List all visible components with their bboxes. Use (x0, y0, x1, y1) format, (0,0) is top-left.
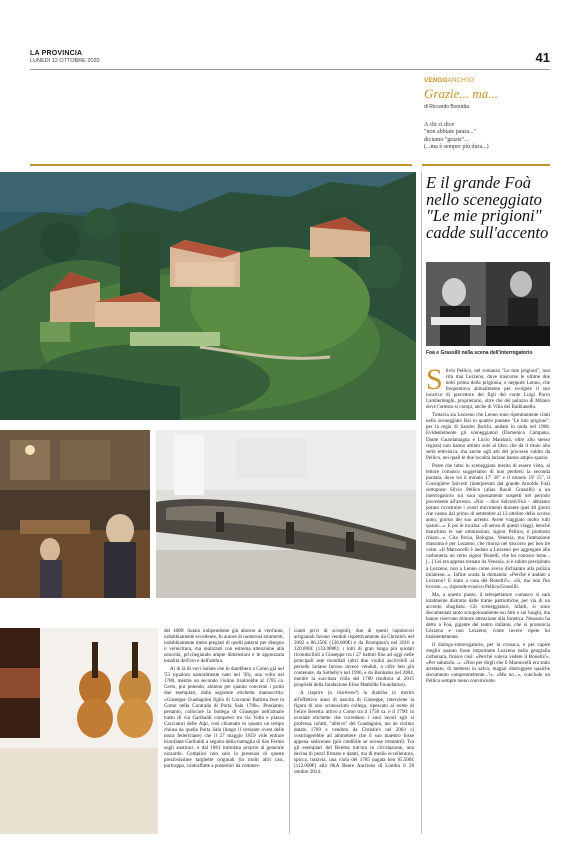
column-rule (421, 172, 422, 834)
kicker-vengo: VENGO (424, 77, 448, 84)
page-number: 41 (535, 50, 550, 65)
article-headline: E il grande Foà nello sceneggiato "Le mie prigioni" cadde sull'accento (426, 173, 549, 242)
paragraph: Ma, a questo punto, il telespettatore comasco si sarà totalmente distratto dalle trame patriottiche, per via di un accento sbagliato. Gli sceneggiatori, infatti, si sono documentati tanto scrupolosamente sui fatti e sui luoghi, ma hanno riservato minore attenzione alla fonetica. Nessuno ha detto a Foà, gigante del teatro italiano, che si pronuncia Lèzzeno e non Lezzèno, come invece ripete lui insistentemente. (426, 591, 550, 641)
violins-photo (0, 628, 158, 834)
column-rule (289, 628, 290, 834)
masthead (30, 50, 100, 64)
column-title: Grazie... ma... (424, 86, 499, 101)
column-kicker (424, 77, 554, 84)
kicker-anchio: ANCH'IO (447, 77, 475, 84)
violin-article-col-2 (294, 628, 414, 834)
poem-line: A chi ci dice (424, 122, 455, 128)
paragraph: Poste che tutto lo sceneggiato merita di essere visto, al lettore comasco suggeriamo di non perdersi la seconda puntata, dove tra il minuto 17' 30" e il minuto 19' 15", il Consigliere Salvotti (interpretato dal grande Arnoldo Foà) sottopone Silvio Pellico (alias Raoul Grassilli) a un interrogatorio sui suoi spostamenti sospetti nel periodo precedente all'arresto. «Noi – dice Salvotti/Foà – abbiamo potuto ricostruire i vostri movimenti durante quei 40 giorni che vanno dal primo di settembre al 13 ottobre dello scorso anno, giorno del suo arresto. Avete viaggiato molto tutti quanti...». E poi le incalza: «Il senso di questi viaggi, benché manchino le sue ammissioni, signor Pellico, è piuttosto chiaro...». Cita Pavia, Bologna, Venezia, ma l'attenzione massima è per Lezzeno, che ritorna nel discorso per ben tre volte. «Il Maroncelli è andato a Lezzeno per aggregare alla carboneria un certo signor Bonelli, che lei conosce bene... [...] Lei era appena tornato da Venezia, si è subito precipitato a Lezzeno, non a Lenno come aveva dichiarato alla polizia milanese...». Infine scatta la domanda: «Perché è andato a Lezzeno? E stato a casa del Bonelli?». «Sì, ma non l'ho trovato...», risponde evasivo Pellico/Grassilli. (426, 462, 550, 590)
column-byline: di Riccardo Borzatta (424, 104, 470, 110)
poem-line: "non abbiate paura..." (424, 129, 477, 136)
poem-line: (...ma è sempre più dura...) (424, 144, 489, 151)
poem-line: diciamo "grazie"... (424, 136, 469, 143)
paragraph-with-dropcap (426, 368, 550, 410)
newspaper-name: LA PROVINCIA (30, 50, 83, 57)
violin-article-col-1 (164, 628, 284, 834)
gold-divider-left (30, 164, 412, 166)
tv-article-body (426, 368, 550, 834)
issue-date: LUNEDÌ 12 OTTOBRE 2020 (30, 58, 100, 64)
dropcap: S (426, 368, 443, 396)
paragraph: Il dialogo-interrogatorio, per la cronaca, e per capire meglio quanto fosse importante Lezzeno nella geografia carbonara, finisce così: «Perché voleva vedere il Bonelli?». «Per salutarlo...». «Non per dirgli che il Maroncelli era stato arrestato, di mettersi in salvo, magari distruggere qualche documento compromettente...?». «Ma no...», conclude un Pellico sempre meno convincente. (426, 642, 550, 685)
top-rule (30, 69, 550, 70)
paragraph: A riaprire (o risolvere?) la diatriba in merito all'effettivo anno di nascita di Giuseppe, interviene la figura di uno sconosciuto collega, ripescato al nome di Felice Beretta: attivo a Como tra il 1758 ca. e il 1790: in svariate etichette che corredano i suoi lavori egli si professa, infatti, "allievo" del Guadagnini, ma un violino datato 1769 e venduto da Christie's nel 2003 ci costringerebbe ad ammettere che il suo maestro fosse appena sedicenne (più credibile se avesse trentatré). Tra gli esemplari del Beretta tutt'ora in circolazione, una decina di pezzi firmato e datati, ma di medio eccellentura, spicca, tuttavia, una viola del 1785 pagata ben 85.500£ (112.000€) alla J&A Beare Auctions di Londra il 28 ottobre 2014. (294, 690, 414, 776)
workshop-photo (0, 430, 150, 598)
column-poem (424, 122, 554, 152)
paragraph: cianti privi di scrupoli), due di questi capolavori artigianali furono venduti rispettivamente da Christie's nel 2002 a 86.250£ (136.000€) e da Brompton's nel 2016 a 120.000£ (133.000€): i lotti di gran lunga più quotati riconducibili a Giuseppe tra i 27 battuti fino ad oggi nelle principali aste mondiali (altri due violini ascrivibili al periodo lariano furono invece venduti, a cifre ben più contenute, da Sotheby's nel 1996, e da Bonhams nel 2004, mentre la succitata viola del 1780 risultava al 2015 proprietà della fondazione Elise Mathilde Foundation). (294, 628, 414, 689)
tv-scene-photo (426, 262, 550, 346)
gold-divider-right (422, 164, 550, 166)
column-box (424, 77, 554, 152)
paragraph: del 1808: liutaio indipendente già attorno ai vent'anni, indubbiamente eccellente, fu autore di numerosi strumenti, indubbiamente meno pregiati di quelli paterni per disegno o vernicitura, ma realizzati con estrema attenzione alla sonorità, privilegiando ampie dimensioni e le apprezzata tonalità dell'oro e dell'ambra. (164, 628, 284, 665)
paragraph: Tuttavia sia Lezzeno che Lenno sono ripetutamente citati nello sceneggiato Rai in quattro puntate "Le mie prigioni", per la regia di Sandro Bolchi, andato in onda nel 1968. Evidentemente gli sceneggiatori (Domenico Campana, Dante Guardamagna e Lucio Mandarà, oltre allo stesso regista) non hanno attinto solo al libro che dà il titolo alla serie televisiva, ma anche agli atti del processo subìto da Pellico, nei quali le due località lariane hanno ampio spazio. (426, 412, 550, 461)
paragraph-lead: ilvio Pellico, nel romanzo "Le mie prigioni", non cita mai Lezzeno, dove trascorse le ultime due notti prima della prigionia, e neppure Lenno, che frequentava abitualmente per svolgere il suo incarico di precettore dei figli del conte Luigi Porro Lambertenghi, proprietario, oltre che del palazzo di Milano dove l'arresto si compì, anche di Villa del Balbianello. (426, 368, 550, 411)
historic-boat-photo (156, 430, 416, 598)
villa-aerial-photo (0, 172, 416, 420)
paragraph: Al di là di voci isolate che lo darebbero a Como già nel '53 (qualora naturalmente nato nel '36), una volta nel 1780, mentre un secondo violino risalirebbe al 1785 ca. Certo, pur potendo, almeno per quanto concerne i primi due esemplari, dalla seguente etichetta manoscritta: «Giuseppe Guadagnini figlio di Giovanni Battista fece in Como nella Contrada di Porta Sala 1780». Possiamo, pertanto, collocare la bottega di Giuseppe nell'attuale tratto di via Garibaldi compreso tra via Volta e piazza Cacciatori delle Alpi, cosi chiamato in quanto un tempo chiusa da quella Porta Sala (lungo il versante ovest delle mura federiciane) che il 27 maggio 1859 vide entrare trionfante Garibaldi a seguito della battaglia di San Fermo sugli austriaci, e dal 1861 intitolata proprio al generale nizzardo. Complice non solo la presenza di queste preziosissime targhette originali (in molti altri casi, purtroppo, contraffatte a posteriori da commer- (164, 666, 284, 770)
photo-caption: Foà e Grassilli nella scena dell'interrogatorio (426, 350, 533, 356)
